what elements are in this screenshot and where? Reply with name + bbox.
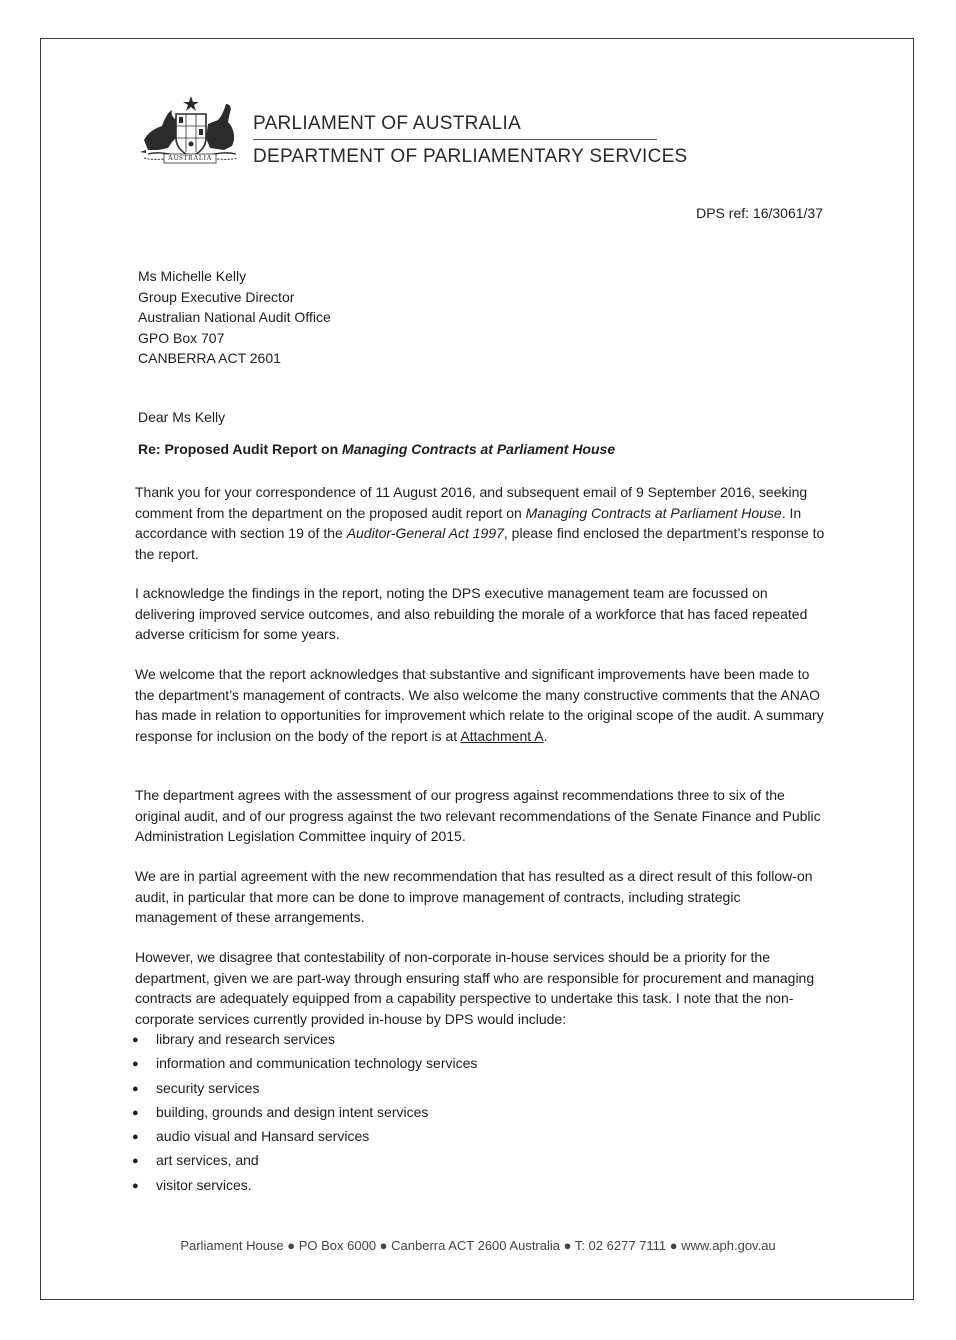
reference-number: DPS ref: 16/3061/37 <box>696 205 823 221</box>
list-item <box>132 1055 477 1079</box>
attachment-a-link[interactable]: Attachment A <box>460 727 544 744</box>
list-item-text: security services <box>156 1079 260 1096</box>
list-item <box>132 1128 477 1152</box>
paragraph-1-text-e: , please find enclosed the department’s response to the report. <box>135 525 825 562</box>
paragraph-1-act-title: Auditor-General Act 1997 <box>346 525 504 541</box>
subject-line <box>138 441 615 457</box>
list-item <box>132 1080 477 1104</box>
list-item-text: information and communication technology services <box>156 1055 478 1072</box>
paragraph-2: I acknowledge the findings in the report, noting the DPS executive management team are focussed on delivering improved service outcomes, and also rebuilding the morale of a workforce that has faced repeated adverse criticism for some years. <box>135 585 808 642</box>
list-item <box>132 1031 477 1055</box>
paragraph-1-report-title: Managing Contracts at Parliament House <box>525 504 782 521</box>
paragraph-6: However, we disagree that contestability of non-corporate in-house services should be a priority for the department, given we are part-way through ensuring staff who are responsible for procurement and managing contracts are adequately equipped from a capability perspective to undertake this task. I note that the non-corporate services currently provided in-house by DPS would include: <box>135 949 815 1027</box>
recipient-organisation: Australian National Audit Office <box>138 309 331 325</box>
list-item-text: library and research services <box>156 1031 335 1047</box>
recipient-city: CANBERRA ACT 2601 <box>138 350 281 366</box>
recipient-po-box: GPO Box 707 <box>138 329 225 346</box>
paragraph-5: We are in partial agreement with the new recommendation that has resulted as a direct result of this follow-on audit, in particular that more can be done to improve management of contracts, including strategic management of these arrangements. <box>135 868 813 925</box>
list-item-text: art services, and <box>156 1152 259 1169</box>
crest-motto: AUSTRALIA <box>167 154 213 162</box>
paragraph-3-text-c: . <box>543 727 548 744</box>
page-footer: Parliament House ● PO Box 6000 ● Canberra ACT 2600 Australia ● T: 02 6277 7111 ● www.aph.gov.au <box>180 1238 776 1253</box>
org-name-department: DEPARTMENT OF PARLIAMENTARY SERVICES <box>253 146 688 167</box>
subject-title: Managing Contracts at Parliament House <box>342 441 616 457</box>
paragraph-3-text-a: We welcome that the report acknowledges that substantive and significant improvements have been made to the department’s management of contracts. We also welcome the many constructive comments that the ANAO has made in relation to opportunities for improvement which relate to the original scope of the audit. A summary response for inclusion on the body of the report is at <box>135 666 824 744</box>
recipient-address <box>138 266 331 369</box>
org-name-parliament: PARLIAMENT OF AUSTRALIA <box>253 113 522 134</box>
list-item <box>132 1177 477 1201</box>
list-item-text: visitor services. <box>156 1176 252 1193</box>
list-item <box>132 1104 477 1128</box>
paragraph-4: The department agrees with the assessment of our progress against recommendations three to six of the original audit, and of our progress against the two relevant recommendations of the Senate Finance and Public Administration Legislation Committee inquiry of 2015. <box>135 787 821 844</box>
list-item-text: audio visual and Hansard services <box>156 1128 370 1145</box>
bullet-icon: ● <box>132 1155 139 1168</box>
bullet-icon: ● <box>132 1131 139 1144</box>
paragraph-1 <box>135 482 825 564</box>
recipient-title: Group Executive Director <box>138 288 295 305</box>
paragraph-3 <box>135 664 825 746</box>
bullet-icon: ● <box>132 1058 139 1071</box>
list-item-text: building, grounds and design intent services <box>156 1103 429 1120</box>
recipient-name: Ms Michelle Kelly <box>138 268 247 284</box>
bullet-icon: ● <box>132 1106 139 1119</box>
list-item <box>132 1152 477 1176</box>
bullet-icon: ● <box>132 1082 139 1095</box>
letterhead-divider <box>253 139 657 140</box>
bullet-icon: ● <box>132 1179 139 1192</box>
bullet-icon: ● <box>132 1034 139 1046</box>
services-list <box>132 1031 477 1201</box>
subject-prefix: Re: Proposed Audit Report on <box>138 441 343 457</box>
paragraph-1-text-c: . In accordance with section 19 of the <box>135 504 802 541</box>
paragraph-1-text-a: Thank you for your correspondence of 11 August 2016, and subsequent email of 9 September 2016, seeking comment from the department on the proposed audit report on <box>135 484 808 521</box>
salutation: Dear Ms Kelly <box>138 409 226 425</box>
